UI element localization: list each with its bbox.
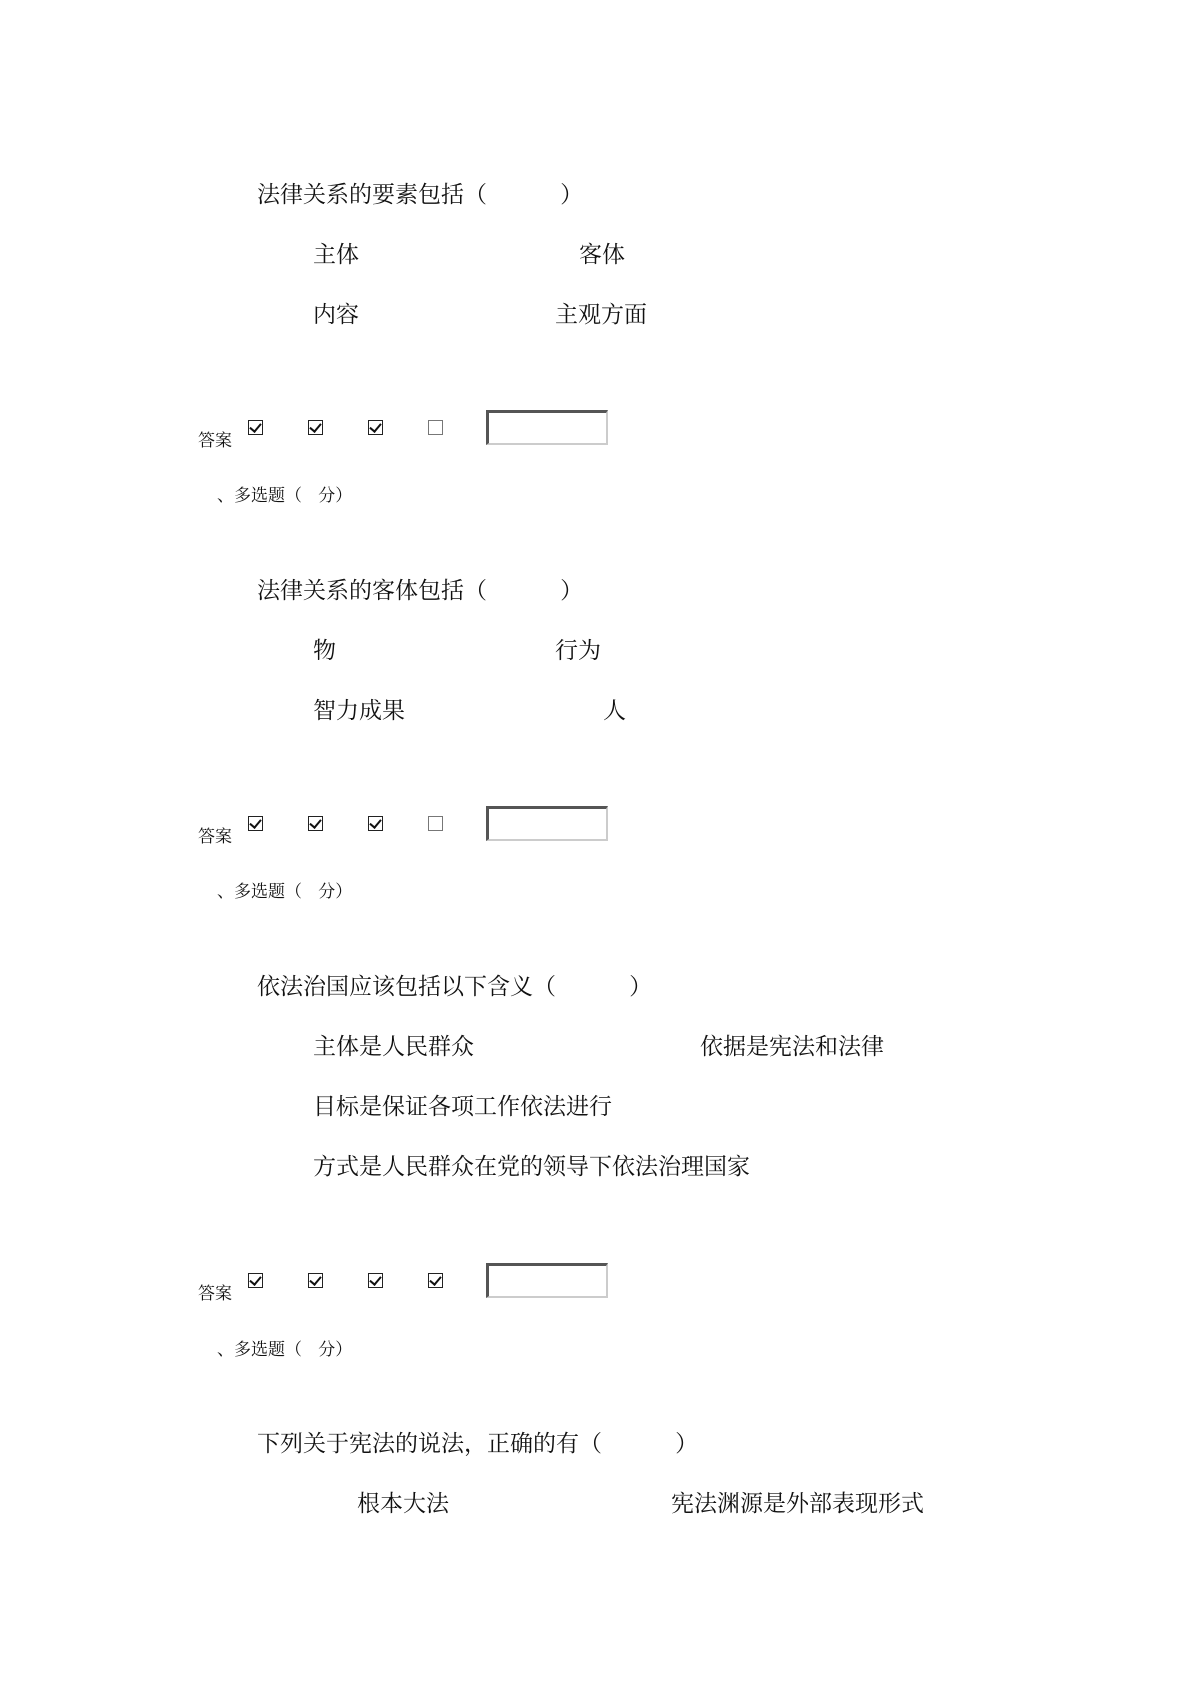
option-c: 智力成果 (313, 698, 405, 724)
answer-input-box[interactable] (486, 410, 608, 445)
answer-label: 答案 (198, 431, 232, 451)
option-b: 宪法渊源是外部表现形式 (671, 1491, 924, 1517)
option-d: 主观方面 (555, 302, 647, 328)
option-b: 客体 (579, 242, 625, 268)
option-a: 主体是人民群众 (313, 1034, 474, 1060)
option-a: 主体 (313, 242, 359, 268)
section-label: 、多选题（ 分） (217, 486, 353, 506)
option-a: 根本大法 (357, 1491, 449, 1517)
question-stem: 下列关于宪法的说法，正确的有（ ） (257, 1431, 699, 1457)
answer-checkbox-c[interactable] (368, 1273, 383, 1288)
answer-checkbox-c[interactable] (368, 816, 383, 831)
option-b: 依据是宪法和法律 (700, 1034, 884, 1060)
option-b: 行为 (555, 638, 601, 664)
answer-label: 答案 (198, 1284, 232, 1304)
answer-input-box[interactable] (486, 1263, 608, 1298)
section-label: 、多选题（ 分） (217, 1340, 353, 1360)
option-d: 人 (603, 698, 626, 724)
answer-checkbox-b[interactable] (308, 420, 323, 435)
answer-checkbox-b[interactable] (308, 816, 323, 831)
option-c: 目标是保证各项工作依法进行 (313, 1094, 612, 1120)
answer-checkbox-d[interactable] (428, 420, 443, 435)
question-stem: 法律关系的要素包括（ ） (257, 182, 584, 208)
question-stem: 依法治国应该包括以下含义（ ） (257, 974, 653, 1000)
option-a: 物 (313, 638, 336, 664)
answer-input-box[interactable] (486, 806, 608, 841)
answer-checkbox-a[interactable] (248, 1273, 263, 1288)
answer-checkbox-a[interactable] (248, 816, 263, 831)
answer-checkbox-d[interactable] (428, 1273, 443, 1288)
question-stem: 法律关系的客体包括（ ） (257, 578, 584, 604)
option-c: 内容 (313, 302, 359, 328)
section-label: 、多选题（ 分） (217, 882, 353, 902)
answer-checkbox-a[interactable] (248, 420, 263, 435)
answer-checkbox-d[interactable] (428, 816, 443, 831)
answer-checkbox-c[interactable] (368, 420, 383, 435)
answer-label: 答案 (198, 827, 232, 847)
option-d: 方式是人民群众在党的领导下依法治理国家 (313, 1154, 750, 1180)
answer-checkbox-b[interactable] (308, 1273, 323, 1288)
